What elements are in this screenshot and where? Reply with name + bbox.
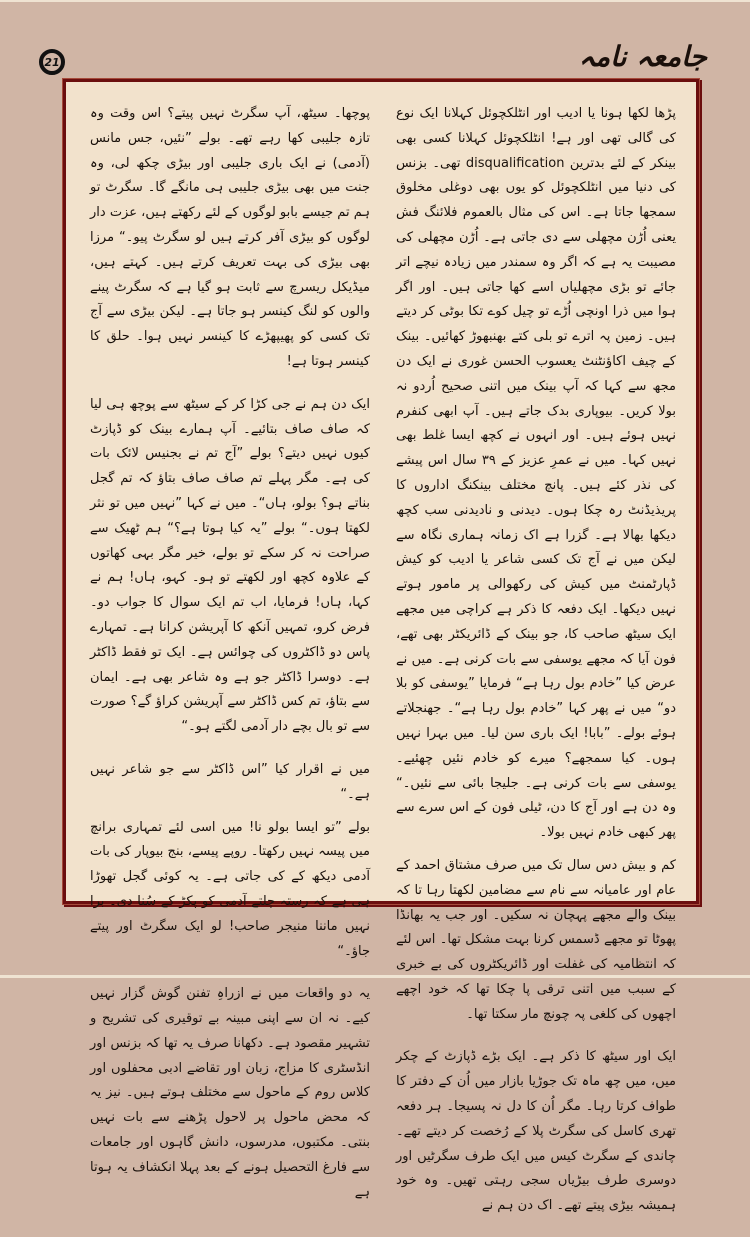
- paragraph: پڑھا لکھا ہونا یا ادیب اور انٹلکچوئل کہلانا ایک نوع کی گالی تھی اور ہے! انٹلکچوئل کہلانا کسی بھی بینکر کے لئے بدترین disqualification تھی۔ بزنس کی دنیا میں انٹلکچوئل کو یوں بھی دوغلی مخلوق سمجھا جاتا ہے۔ اس کی مثال بالعموم فلائنگ فش یعنی اُڑن مچھلی سے دی جاتی ہے۔ اُڑن مچھلی کی مصیبت یہ ہے کہ اگر وہ سمندر میں زیادہ نیچے اتر جائے تو بڑی مچھلیاں اسے کھا جاتی ہیں۔ اور اگر ہوا میں ذرا اونچی اُڑے تو چیل کوے تکا بوٹی کر دیتے ہیں۔ زمین پہ اترے تو بلی کتے بھنبھوڑ کھائیں۔ بینک کے چیف اکاؤنٹنٹ یعسوب الحسن غوری نے ایک دن مجھ سے کہا کہ آپ بینک میں اتنی صحیح اُردو نہ بولا کریں۔ بیوپاری بدک جاتے ہیں۔ آپ ابھی کنفرم نہیں ہوئے ہیں۔ اور انہوں نے کچھ ایسا غلط بھی نہیں کہا۔ میں نے عمرِ عزیز کے ۳۹ سال اس پیشے کی نذر کئے ہیں۔ پانچ مختلف بینکنگ اداروں کا پریذیڈنٹ رہ چکا ہوں۔ دیدنی و نادیدنی سب کچھ دیکھا بھالا ہے۔ گزرا ہے اک زمانہ ہماری نگاہ سے لیکن میں نے آج تک کسی شاعر یا ادیب کو کیش ڈپارٹمنٹ میں کیش کی رکھوالی پر مامور ہوتے نہیں دیکھا۔ ایک دفعہ کا ذکر ہے کراچی میں مجھے ایک سیٹھ صاحب کا، جو بینک کے ڈائریکٹر بھی تھے، فون آیا کہ مجھے یوسفی سے بات کرنی ہے۔ میں نے عرض کیا ”خادم بول رہا ہے“ فرمایا ”یوسفی کو بلا دو“ میں نے پھر کہا ”خادم بول رہا ہے“۔ جھنجلاتے ہوئے بولے۔ ”بابا! ایک باری سن لیا۔ میں بہرا نہیں ہوں۔ کیا سمجھے؟ میرے کو خادم نئیں چھئیے۔ یوسفی سے بات کرنی ہے۔ جلیجا بائی سے نئیں۔“ وہ دن ہے اور آج کا دن، ٹیلی فون کے اس سرے سے پھر کبھی خادم نہیں بولا۔: [396, 106, 677, 841]
- paragraph: ایک اور سیٹھ کا ذکر ہے۔ ایک بڑے ڈپازٹ کے چکر میں، میں چھ ماہ تک جوڑیا بازار میں اُن کے دفتر کا طواف کرتا رہا۔ مگر اُن کا دل نہ پسیجا۔ ہر دفعہ تھری کاسل کی سگرٹ پلا کے رُخصت کر دیتے تھے۔ چاندی کے سگرٹ کیس میں ایک طرف سگرٹیں اور دوسری طرف بیڑیاں سجی رہتی تھیں۔ وہ خود ہمیشہ بیڑی پیتے تھے۔ اک دن ہم نے: [396, 1049, 676, 1214]
- paragraph: پوچھا۔ سیٹھ، آپ سگرٹ نہیں پیتے؟ اس وقت وہ تازہ جلیبی کھا رہے تھے۔ بولے ”نئیں، جس مانس (آدمی) نے ایک باری جلیبی اور بیڑی چکھ لی، وہ جنت میں بھی بیڑی جلیبی ہی مانگے گا۔ سگرٹ تو ہم تم جیسے بابو لوگوں کے لئے رکھتے ہیں، عزت دار لوگوں کو بیڑی آفر کرتے ہیں لو سگرٹ پیو۔“ مرزا بھی بیڑی کی بہت تعریف کرتے ہیں۔ کہتے ہیں، میڈیکل ریسرچ سے ثابت ہو گیا ہے کہ سگرٹ پینے والوں کو لنگ کینسر ہو جاتا ہے۔ لیکن بیڑی سے آج تک کسی کو پھیپھڑے کا کینسر نہیں ہوا۔ حلق کا کینسر ہوتا ہے!: [90, 106, 370, 369]
- page-number-badge: [39, 49, 65, 75]
- top-edge: [0, 0, 750, 2]
- masthead-title: جامعہ نامہ: [578, 40, 707, 73]
- paragraph: بولے ”تو ایسا بولو نا! میں اسی لئے تمہاری برانچ میں پیسہ نہیں رکھتا۔ روپے پیسے، بنج بیوپار کی بات آدمی دیکھ کے کی جاتی ہے۔ یہ کوئی گجل تھوڑا ہی ہے کہ رستہ چلتے آدمی کو پکڑ کے سُنا دی۔ برا نہیں ماننا منیجر صاحب! لو ایک سگرٹ اور پیتے جاؤ۔“: [90, 819, 370, 959]
- paragraph: کم و بیش دس سال تک میں صرف مشتاق احمد کے عام اور عامیانہ سے نام سے مضامین لکھتا رہا تا کہ بینک والے مجھے پہچان نہ سکیں۔ اور جب یہ بھانڈا پھوٹا تو مجھے ڈسمس کرنا بہت مشکل تھا۔ اس لئے کہ انتظامیہ کی غفلت اور ڈائریکٹروں کی بے خبری کے سبب میں اتنی ترقی پا چکا تھا کہ خود اچھے اچھوں کی کلغی پہ چونچ مار سکتا تھا۔: [396, 857, 676, 1022]
- article-column-right: [396, 102, 676, 1237]
- page-number: 21: [44, 55, 60, 69]
- article-frame: [63, 79, 699, 1214]
- paragraph: میں نے اقرار کیا ”اس ڈاکٹر سے جو شاعر نہیں ہے۔“: [90, 761, 370, 802]
- article-column-left: [90, 102, 370, 1223]
- paragraph: ایک دن ہم نے جی کڑا کر کے سیٹھ سے پوچھ ہی لیا کہ صاف صاف بتائیے۔ آپ ہمارے بینک کو ڈپازٹ کیوں نہیں دیتے؟ بولے ”آج تم نے بجنیس لائک بات کی ہے۔ مگر پہلے تم صاف صاف بتاؤ کہ تم گجل بناتے ہو؟ بولو، ہاں“۔ میں نے کہا ”نہیں میں تو نثر لکھتا ہوں۔“ بولے ”یہ کیا ہوتا ہے؟“ ہم ٹھیک سے صراحت نہ کر سکے تو بولے، خیر مگر بہی کھاتوں کے علاوہ کچھ اور لکھتے تو ہو۔ کہو، ہاں! ہم نے کہا، ہاں! فرمایا، اب تم ایک سوال کا جواب دو۔ فرض کرو، تمہیں آنکھ کا آپریشن کرانا ہے۔ تمہارے پاس دو ڈاکٹروں کی چوائس ہے۔ ایک تو فقط ڈاکٹر ہے۔ دوسرا ڈاکٹر جو ہے وہ شاعر بھی ہے۔ ایمان سے بتاؤ، تم کس ڈاکٹر سے آپریشن کراؤ گے؟ صورت سے تو بال بچے دار آدمی لگتے ہو۔“: [90, 396, 370, 735]
- paragraph: یہ دو واقعات میں نے ازراہِ تفنن گوش گزار نہیں کیے۔ نہ ان سے اپنی مبینہ بے توقیری کی تشریح و تشہیر مقصود ہے۔ دکھانا صرف یہ تھا کہ بزنس اور انڈسٹری کا مزاج، زبان اور تقاضے ادبی محفلوں اور کلاس روم کے ماحول سے مختلف ہوتے ہیں۔ نیز یہ کہ محض ماحول پر لاحول پڑھنے سے بات نہیں بنتی۔ مکتبوں، مدرسوں، دانش گاہوں اور جامعات سے فارغ التحصیل ہونے کے بعد پہلا انکشاف یہ ہوتا ہے: [90, 986, 370, 1200]
